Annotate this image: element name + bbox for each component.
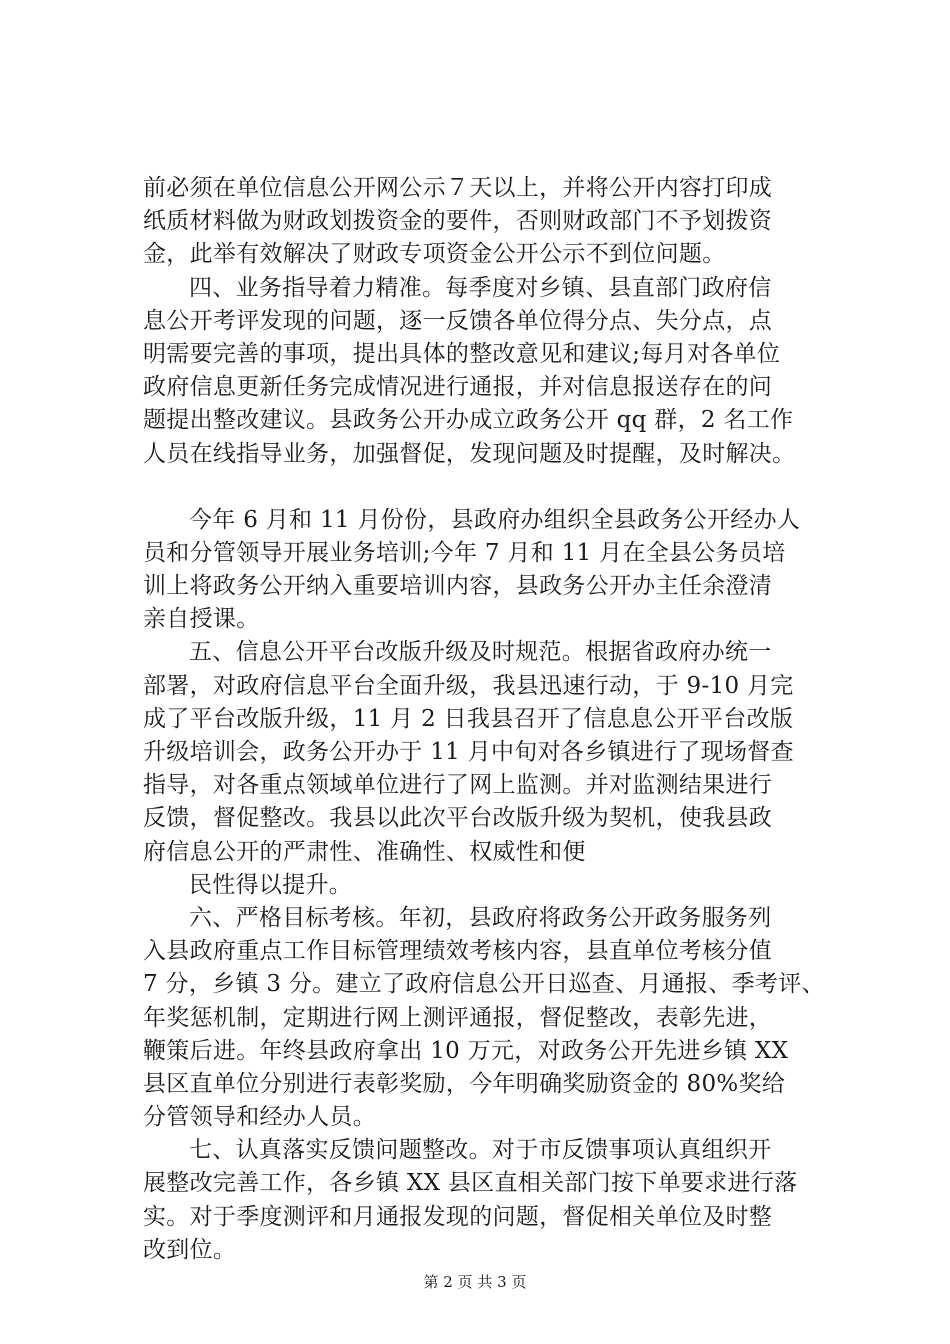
- page-number-footer: 第 2 页 共 3 页: [423, 1273, 527, 1291]
- text-line: 息公开考评发现的问题，逐一反馈各单位得分点、失分点，点: [143, 307, 773, 334]
- text-line: 升级培训会，政务公开办于 11 月中旬对各乡镇进行了现场督查: [143, 739, 794, 765]
- text-line: 部署，对政府信息平台全面升级，我县迅速行动，于 9-10 月完: [143, 672, 794, 699]
- paragraph-gap: [143, 471, 813, 504]
- text-line: 实。对于季度测评和月通报发现的问题，督促相关单位及时整: [143, 1203, 773, 1230]
- text-line: 明需要完善的事项，提出具体的整改意见和建议;每月对各单位: [143, 340, 781, 367]
- section-4-heading-line: 四、业务指导着力精准。每季度对乡镇、县直部门政府信: [189, 274, 772, 301]
- text-line: 训上将政务公开纳入重要培训内容，县政务公开办主任余澄清: [143, 573, 773, 600]
- text-line: 题提出整改建议。县政务公开办成立政务公开 qq 群，2 名工作: [143, 407, 794, 434]
- text-line: 亲自授课。: [143, 606, 260, 633]
- section-6-heading-line: 六、严格目标考核。年初，县政府将政务公开政务服务列: [189, 904, 772, 931]
- text-line: 入县政府重点工作目标管理绩效考核内容，县直单位考核分值: [143, 938, 773, 965]
- text-line: 改到位。: [143, 1236, 237, 1263]
- text-line: 反馈，督促整改。我县以此次平台改版升级为契机，使我县政: [143, 805, 773, 832]
- text-line: 成了平台改版升级，11 月 2 日我县召开了信息息公开平台改版: [143, 705, 794, 732]
- text-line: 县区直单位分别进行表彰奖励，今年明确奖励资金的 80%奖给: [143, 1070, 786, 1097]
- document-body: [143, 172, 825, 1267]
- text-line: 7 分，乡镇 3 分。建立了政府信息公开日巡查、月通报、季考评、: [143, 971, 825, 998]
- text-line: 年奖惩机制，定期进行网上测评通报，督促整改，表彰先进，: [143, 1004, 773, 1031]
- paragraph-start-line: 今年 6 月和 11 月份份，县政府办组织全县政务公开经办人: [189, 506, 801, 533]
- text-line: 分管领导和经办人员。: [143, 1104, 376, 1131]
- text-line: 指导，对各重点领域单位进行了网上监测。并对监测结果进行: [143, 772, 773, 799]
- section-5-heading-line: 五、信息公开平台改版升级及时规范。根据省政府办统一: [189, 639, 772, 666]
- text-line: 前必须在单位信息公开网公示７天以上，并将公开内容打印成: [143, 175, 773, 201]
- text-line: 展整改完善工作，各乡镇 XX 县区直相关部门按下单要求进行落: [143, 1170, 798, 1197]
- text-line: 鞭策后进。年终县政府拿出 10 万元，对政务公开先进乡镇 XX: [143, 1037, 789, 1064]
- text-line: 政府信息更新任务完成情况进行通报，并对信息报送存在的问: [143, 374, 773, 401]
- text-line: 人员在线指导业务，加强督促，发现问题及时提醒，及时解决。: [143, 440, 796, 467]
- section-7-heading-line: 七、认真落实反馈问题整改。对于市反馈事项认真组织开: [189, 1137, 772, 1164]
- text-line: 民性得以提升。: [189, 871, 353, 898]
- text-line: 员和分管领导开展业务培训;今年 7 月和 11 月在全县公务员培: [143, 539, 786, 566]
- text-line: 纸质材料做为财政划拨资金的要件，否则财政部门不予划拨资: [143, 208, 773, 235]
- text-line: 金，此举有效解决了财政专项资金公开公示不到位问题。: [143, 241, 726, 268]
- text-line: 府信息公开的严肃性、准确性、权威性和便: [143, 838, 586, 865]
